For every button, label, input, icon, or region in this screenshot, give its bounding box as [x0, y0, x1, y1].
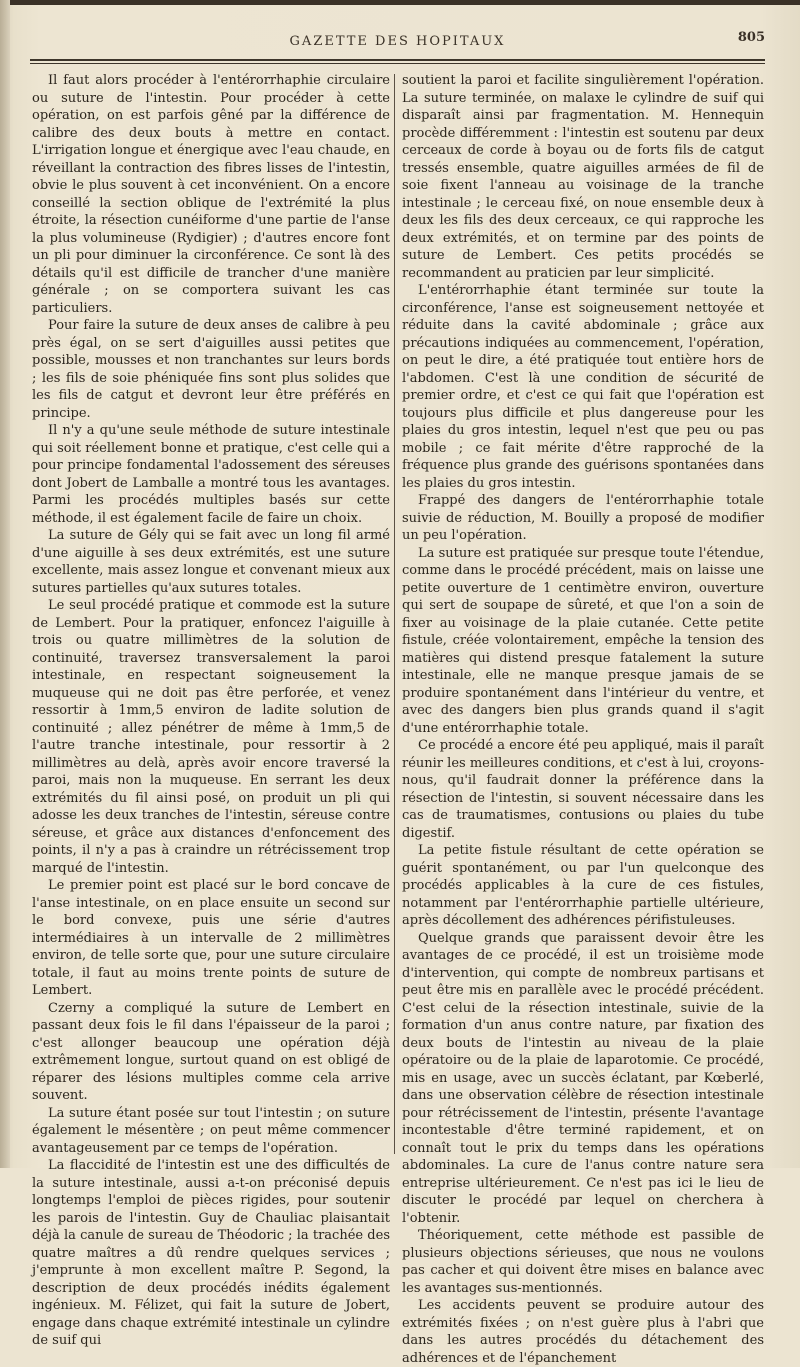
right-column: [402, 72, 764, 1366]
paragraph: Pour faire la suture de deux anses de calibre à peu près égal, on se sert d'aiguilles aussi petites que possible, mousses et non tranchantes sur leurs bords ; les fils de soie phéniquée fins sont plus solides que les fils de catgut et devront leur être préférés en principe.: [32, 318, 390, 421]
running-head: GAZETTE DES HOPITAUX: [289, 34, 506, 49]
paragraph: Théoriquement, cette méthode est passible de plusieurs objections sérieuses, que nous ne voulons pas cacher et qui doivent être mises en balance avec les avantages sus-mentionnés.: [402, 1228, 764, 1296]
paragraph: La petite fistule résultant de cette opération se guérit spontanément, ou par l'un quelconque des procédés applicables à la cure de ces fistules, notamment par l'entérorrhaphie partielle ultérieure, après décollement des adhérences périfistuleuses.: [402, 843, 764, 928]
paragraph: La suture de Gély qui se fait avec un long fil armé d'une aiguille à ses deux extrémités, est une suture excellente, mais assez longue et convenant mieux aux sutures partielles qu'aux sutures totales.: [32, 528, 390, 596]
paragraph: La suture est pratiquée sur presque toute l'étendue, comme dans le procédé précédent, mais on laisse une petite ouverture de 1 centimètre environ, ouverture qui sert de soupape de sûreté, et que l'on a soin de fixer au voisinage de la plaie cutanée. Cette petite fistule, créée volontairement, empêche la tension des matières qui distend presque fatalement la suture intestinale, elle ne manque presque jamais de se produire spontanément dans l'intérieur du ventre, et avec des dangers bien plus grands quand il s'agit d'une entérorrhaphie totale.: [402, 545, 764, 736]
left-column: [32, 72, 390, 1348]
header-rule: [30, 59, 765, 61]
binding-edge: [0, 0, 10, 1168]
page-number: 805: [737, 30, 765, 45]
paragraph: Le seul procédé pratique et commode est la suture de Lembert. Pour la pratiquer, enfoncez l'aiguille à trois ou quatre millimètres de la solution de continuité, traversez transversalement la paroi intestinale, en respectant soigneusement la muqueuse qui ne doit pas être perforée, et venez ressortir à 1mm,5 environ de ladite solution de continuité ; allez pénétrer de même à 1mm,5 de l'autre tranche intestinale, pour ressortir à 2 millimètres au delà, après avoir encore traversé la paroi, mais non la muqueuse. En serrant les deux extrémités du fil ainsi posé, on produit un pli qui adosse les deux tranches de l'intestin, séreuse contre séreuse, et grâce aux distances d'enfoncement des points, il n'y a pas à craindre un rétrécissement trop marqué de l'intestin.: [32, 598, 390, 876]
paragraph: Frappé des dangers de l'entérorrhaphie totale suivie de réduction, M. Bouilly a proposé de modifier un peu l'opération.: [402, 493, 764, 543]
paragraph-continued: soutient la paroi et facilite singulièrement l'opération. La suture terminée, on malaxe le cylindre de suif qui disparaît ainsi par fragmentation. M. Hennequin procède différemment : l'intestin est soutenu par deux cerceaux de corde à boyau ou de forts fils de catgut tressés ensemble, quatre aiguilles armées de fil de soie fixent l'anneau au voisinage de la tranche intestinale ; le cerceau fixé, on noue ensemble deux à deux les fils des deux cerceaux, ce qui rapproche les deux extrémités, et on termine par des points de suture de Lembert. Ces petits procédés se recommandent au praticien par leur simplicité.: [402, 73, 764, 281]
paragraph: La suture étant posée sur tout l'intestin ; on suture également le mésentère ; on peut même commencer avantageusement par ce temps de l'opération.: [32, 1105, 390, 1156]
paragraph: Il n'y a qu'une seule méthode de suture intestinale qui soit réellement bonne et pratique, c'est celle qui a pour principe fondamental l'adossement des séreuses dont Jobert de Lamballe a montré tous les avantages. Parmi les procédés multiples basés sur cette méthode, il est également facile de faire un choix.: [32, 423, 390, 526]
paragraph: Il faut alors procéder à l'entérorrhaphie circulaire ou suture de l'intestin. Pour procéder à cette opération, on est parfois gêné par la différence de calibre des deux bouts à mettre en contact. L'irrigation longue et énergique avec l'eau chaude, en réveillant la contraction des fibres lisses de l'intestin, obvie le plus souvent à cet inconvénient. On a encore conseillé la section oblique de l'extrémité la plus étroite, la résection cunéiforme d'une partie de l'anse la plus volumineuse (Rydigier) ; d'autres encore font un pli pour diminuer la circonférence. Ce sont là des détails qu'il est difficile de trancher d'une manière générale ; on se comportera suivant les cas particuliers.: [32, 73, 390, 316]
header-rule-thin: [30, 63, 765, 64]
paragraph: Czerny a compliqué la suture de Lembert en passant deux fois le fil dans l'épaisseur de la paroi ; c'est allonger beaucoup une opération déjà extrêmement longue, surtout quand on est obligé de réparer des lésions multiples comme cela arrive souvent.: [32, 1000, 390, 1103]
paragraph: Les accidents peuvent se produire autour des extrémités fixées ; on n'est guère plus à l'abri que dans les autres procédés du détachement des adhérences et de l'épanchement: [402, 1298, 764, 1366]
top-edge: [0, 0, 800, 5]
paragraph: Quelque grands que paraissent devoir être les avantages de ce procédé, il est un troisième mode d'intervention, qui compte de nombreux partisans et peut être mis en parallèle avec le procédé précédent. C'est celui de la résection intestinale, suivie de la formation d'un anus contre nature, par fixation des deux bouts de l'intestin au niveau de la plaie opératoire ou de la plaie de laparotomie. Ce procédé, mis en usage, avec un succès éclatant, par Kœberlé, dans une observation célèbre de résection intestinale pour rétrécissement de l'intestin, présente l'avantage incontestable d'être terminé rapidement, et on connaît tout le prix du temps dans les opérations abdominales. La cure de l'anus contre nature sera entreprise ultérieurement. Ce n'est pas ici le lieu de discuter le procédé par lequel on cherchera à l'obtenir.: [402, 930, 764, 1226]
paragraph: L'entérorrhaphie étant terminée sur toute la circonférence, l'anse est soigneusement nettoyée et réduite dans la cavité abdominale ; grâce aux précautions indiquées au commencement, l'opération, on peut le dire, a été pratiquée tout entière hors de l'abdomen. C'est là une condition de sécurité de premier ordre, et c'est ce qui fait que l'opération est toujours plus difficile et plus dangereuse pour les plaies du gros intestin, lequel n'est que peu ou pas mobile ; ce fait mérite d'être rapproché de la fréquence plus grande des guérisons spontanées dans les plaies du gros intestin.: [402, 283, 764, 491]
column-divider: [394, 74, 395, 1154]
page-header: [30, 28, 765, 56]
paragraph: Le premier point est placé sur le bord concave de l'anse intestinale, on en place ensuite un second sur le bord convexe, puis une série d'autres intermédiaires à un intervalle de 2 millimètres environ, de telle sorte que, pour une suture circulaire totale, il faut au moins trente points de suture de Lembert.: [32, 878, 390, 998]
paragraph: Ce procédé a encore été peu appliqué, mais il paraît réunir les meilleures conditions, et c'est à lui, croyons-nous, qu'il faudrait donner la préférence dans la résection de l'intestin, si souvent nécessaire dans les cas de traumatismes, contusions ou plaies du tube digestif.: [402, 738, 764, 841]
paragraph: La flaccidité de l'intestin est une des difficultés de la suture intestinale, aussi a-t-on préconisé depuis longtemps l'emploi de pièces rigides, pour soutenir les parois de l'intestin. Guy de Chauliac plaisantait déjà la canule de sureau de Théodoric ; la trachée des quatre maîtres a dû rendre quelques services ; j'emprunte à mon excellent maître P. Segond, la description de deux procédés inédits également ingénieux. M. Félizet, qui fait la suture de Jobert, engage dans chaque extrémité intestinale un cylindre de suif qui: [32, 1158, 390, 1348]
